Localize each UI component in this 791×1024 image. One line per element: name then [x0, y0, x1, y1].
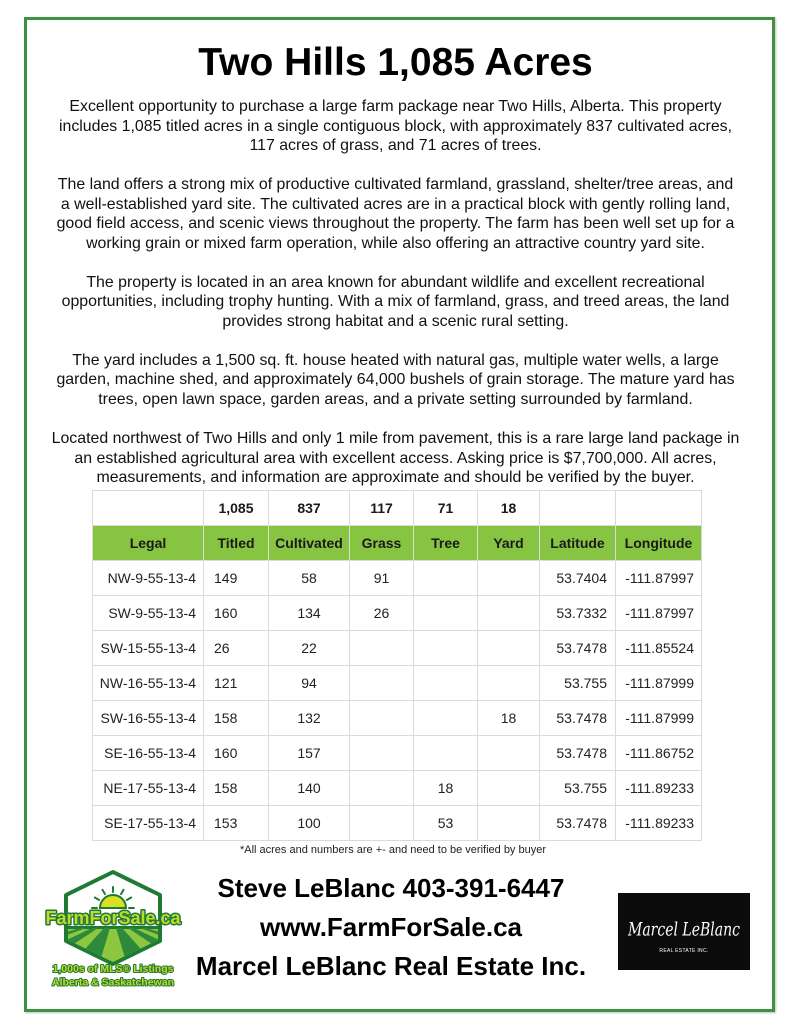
column-header-latitude: Latitude — [540, 526, 616, 561]
cell-yard — [478, 736, 540, 771]
parcel-row — [93, 771, 702, 806]
header-row — [93, 526, 702, 561]
cell-grass — [350, 631, 414, 666]
cell-longitude: -111.87999 — [616, 666, 702, 701]
cell-latitude — [540, 491, 616, 526]
cell-titled: 149 — [204, 561, 269, 596]
column-header-cultivated: Cultivated — [269, 526, 350, 561]
website-url: www.FarmForSale.ca — [259, 912, 523, 942]
cell-longitude: -111.87997 — [616, 561, 702, 596]
cell-tree — [414, 596, 478, 631]
description-line: opportunities, including trophy hunting. With a mix of farmland, grass, and treed areas, the land — [61, 293, 730, 311]
brokerage-name: Marcel LeBlanc Real Estate Inc. — [195, 951, 587, 981]
cell-legal: NE-17-55-13-4 — [93, 771, 204, 806]
logo-script-name: Marcel LeBlanc — [628, 919, 740, 941]
parcel-row — [93, 736, 702, 771]
cell-grass: 26 — [350, 596, 414, 631]
totals-row — [93, 491, 702, 526]
acreage-table — [92, 490, 702, 841]
cell-tree: 18 — [414, 771, 478, 806]
column-header-legal: Legal — [93, 526, 204, 561]
cell-yard: 18 — [478, 701, 540, 736]
description-line: a well-established yard site. The cultivated acres are in a practical block with gently rolling land, — [60, 195, 731, 213]
cell-cultivated: 100 — [269, 806, 350, 841]
cell-grass — [350, 771, 414, 806]
cell-yard: 18 — [478, 491, 540, 526]
parcel-row — [93, 701, 702, 736]
cell-yard — [478, 561, 540, 596]
description-line: The property is located in an area known for abundant wildlife and excellent recreational — [86, 273, 705, 291]
logo-wordmark: FarmForSale.ca — [45, 908, 181, 928]
cell-titled: 160 — [204, 596, 269, 631]
cell-titled: 121 — [204, 666, 269, 701]
cell-legal: SW-15-55-13-4 — [93, 631, 204, 666]
cell-latitude: 53.7478 — [540, 736, 616, 771]
cell-legal: NW-9-55-13-4 — [93, 561, 204, 596]
table-footnote: *All acres and numbers are +- and need to be verified by buyer — [239, 844, 547, 856]
page-title: Two Hills 1,085 Acres — [198, 41, 593, 84]
parcel-row — [93, 631, 702, 666]
description-line: garden, machine shed, and approximately 64,000 bushels of grain storage. The mature yard has — [56, 371, 735, 389]
logo-tagline: Alberta & Saskatchewan — [52, 976, 174, 989]
cell-latitude: 53.7478 — [540, 701, 616, 736]
parcel-row — [93, 806, 702, 841]
cell-grass: 117 — [350, 491, 414, 526]
cell-legal: SW-16-55-13-4 — [93, 701, 204, 736]
description-line: measurements, and information are approximate and should be verified by the buyer. — [96, 469, 695, 487]
cell-cultivated: 22 — [269, 631, 350, 666]
description-line: The yard includes a 1,500 sq. ft. house heated with natural gas, multiple water wells, a large — [72, 351, 719, 369]
cell-yard — [478, 596, 540, 631]
cell-legal: SW-9-55-13-4 — [93, 596, 204, 631]
cell-yard — [478, 666, 540, 701]
cell-longitude — [616, 491, 702, 526]
cell-latitude: 53.7478 — [540, 631, 616, 666]
logo-tagline: 1,000s of MLS® Listings — [52, 963, 174, 975]
description-paragraph — [0, 429, 791, 488]
cell-titled: 26 — [204, 631, 269, 666]
cell-longitude: -111.89233 — [616, 806, 702, 841]
cell-grass — [350, 736, 414, 771]
description-paragraph — [0, 351, 791, 410]
cell-legal: NW-16-55-13-4 — [93, 666, 204, 701]
cell-cultivated: 58 — [269, 561, 350, 596]
cell-longitude: -111.89233 — [616, 771, 702, 806]
description-line: The land offers a strong mix of productive cultivated farmland, grassland, shelter/tree areas, and — [57, 176, 734, 194]
cell-tree — [414, 666, 478, 701]
description-line: an established agricultural area with excellent access. Asking price is $7,700,000. All acres, — [74, 449, 717, 467]
column-header-yard: Yard — [478, 526, 540, 561]
logo-subtitle: REAL ESTATE INC. — [659, 948, 709, 954]
cell-grass: 91 — [350, 561, 414, 596]
property-description — [0, 97, 791, 507]
description-line: working grain or mixed farm operation, while also offering an attractive country yard site. — [86, 234, 705, 252]
cell-yard — [478, 631, 540, 666]
cell-legal — [93, 491, 204, 526]
cell-grass — [350, 666, 414, 701]
description-line: provides strong habitat and a scenic rural setting. — [222, 312, 569, 330]
cell-cultivated: 157 — [269, 736, 350, 771]
column-header-longitude: Longitude — [616, 526, 702, 561]
cell-tree — [414, 561, 478, 596]
cell-cultivated: 94 — [269, 666, 350, 701]
cell-titled: 153 — [204, 806, 269, 841]
cell-yard — [478, 806, 540, 841]
cell-cultivated: 132 — [269, 701, 350, 736]
description-paragraph — [0, 273, 791, 332]
acreage-table-body — [93, 491, 702, 841]
cell-tree: 71 — [414, 491, 478, 526]
description-line: Excellent opportunity to purchase a large farm package near Two Hills, Alberta. This property — [69, 98, 722, 115]
column-header-grass: Grass — [350, 526, 414, 561]
cell-yard — [478, 771, 540, 806]
cell-cultivated: 140 — [269, 771, 350, 806]
column-header-titled: Titled — [204, 526, 269, 561]
cell-latitude: 53.7332 — [540, 596, 616, 631]
cell-tree: 53 — [414, 806, 478, 841]
parcel-row — [93, 561, 702, 596]
description-line: trees, open lawn space, garden areas, and a private setting surrounded by farmland. — [98, 391, 693, 409]
column-header-tree: Tree — [414, 526, 478, 561]
description-line: Located northwest of Two Hills and only 1 mile from pavement, this is a rare large land package in — [51, 429, 740, 447]
cell-legal: SE-16-55-13-4 — [93, 736, 204, 771]
cell-grass — [350, 806, 414, 841]
description-paragraph — [0, 175, 791, 253]
cell-tree — [414, 701, 478, 736]
description-line: good field access, and scenic views throughout the property. The farm has been well set up for a — [56, 215, 735, 233]
cell-titled: 158 — [204, 701, 269, 736]
parcel-row — [93, 666, 702, 701]
marcel-leblanc-logo — [618, 893, 750, 970]
cell-cultivated: 837 — [269, 491, 350, 526]
cell-titled: 1,085 — [204, 491, 269, 526]
cell-latitude: 53.7404 — [540, 561, 616, 596]
parcel-row — [93, 596, 702, 631]
cell-tree — [414, 736, 478, 771]
cell-titled: 158 — [204, 771, 269, 806]
cell-cultivated: 134 — [269, 596, 350, 631]
description-line: includes 1,085 titled acres in a single contiguous block, with approximately 837 cultivated acres, — [58, 117, 733, 135]
cell-latitude: 53.755 — [540, 666, 616, 701]
cell-longitude: -111.87999 — [616, 701, 702, 736]
cell-titled: 160 — [204, 736, 269, 771]
cell-longitude: -111.87997 — [616, 596, 702, 631]
cell-tree — [414, 631, 478, 666]
description-paragraph — [0, 97, 791, 156]
cell-latitude: 53.7478 — [540, 806, 616, 841]
agent-name-phone: Steve LeBlanc 403-391-6447 — [217, 873, 565, 903]
cell-longitude: -111.85524 — [616, 631, 702, 666]
cell-grass — [350, 701, 414, 736]
description-line: 117 acres of grass, and 71 acres of trees. — [249, 137, 542, 155]
cell-latitude: 53.755 — [540, 771, 616, 806]
cell-legal: SE-17-55-13-4 — [93, 806, 204, 841]
cell-longitude: -111.86752 — [616, 736, 702, 771]
